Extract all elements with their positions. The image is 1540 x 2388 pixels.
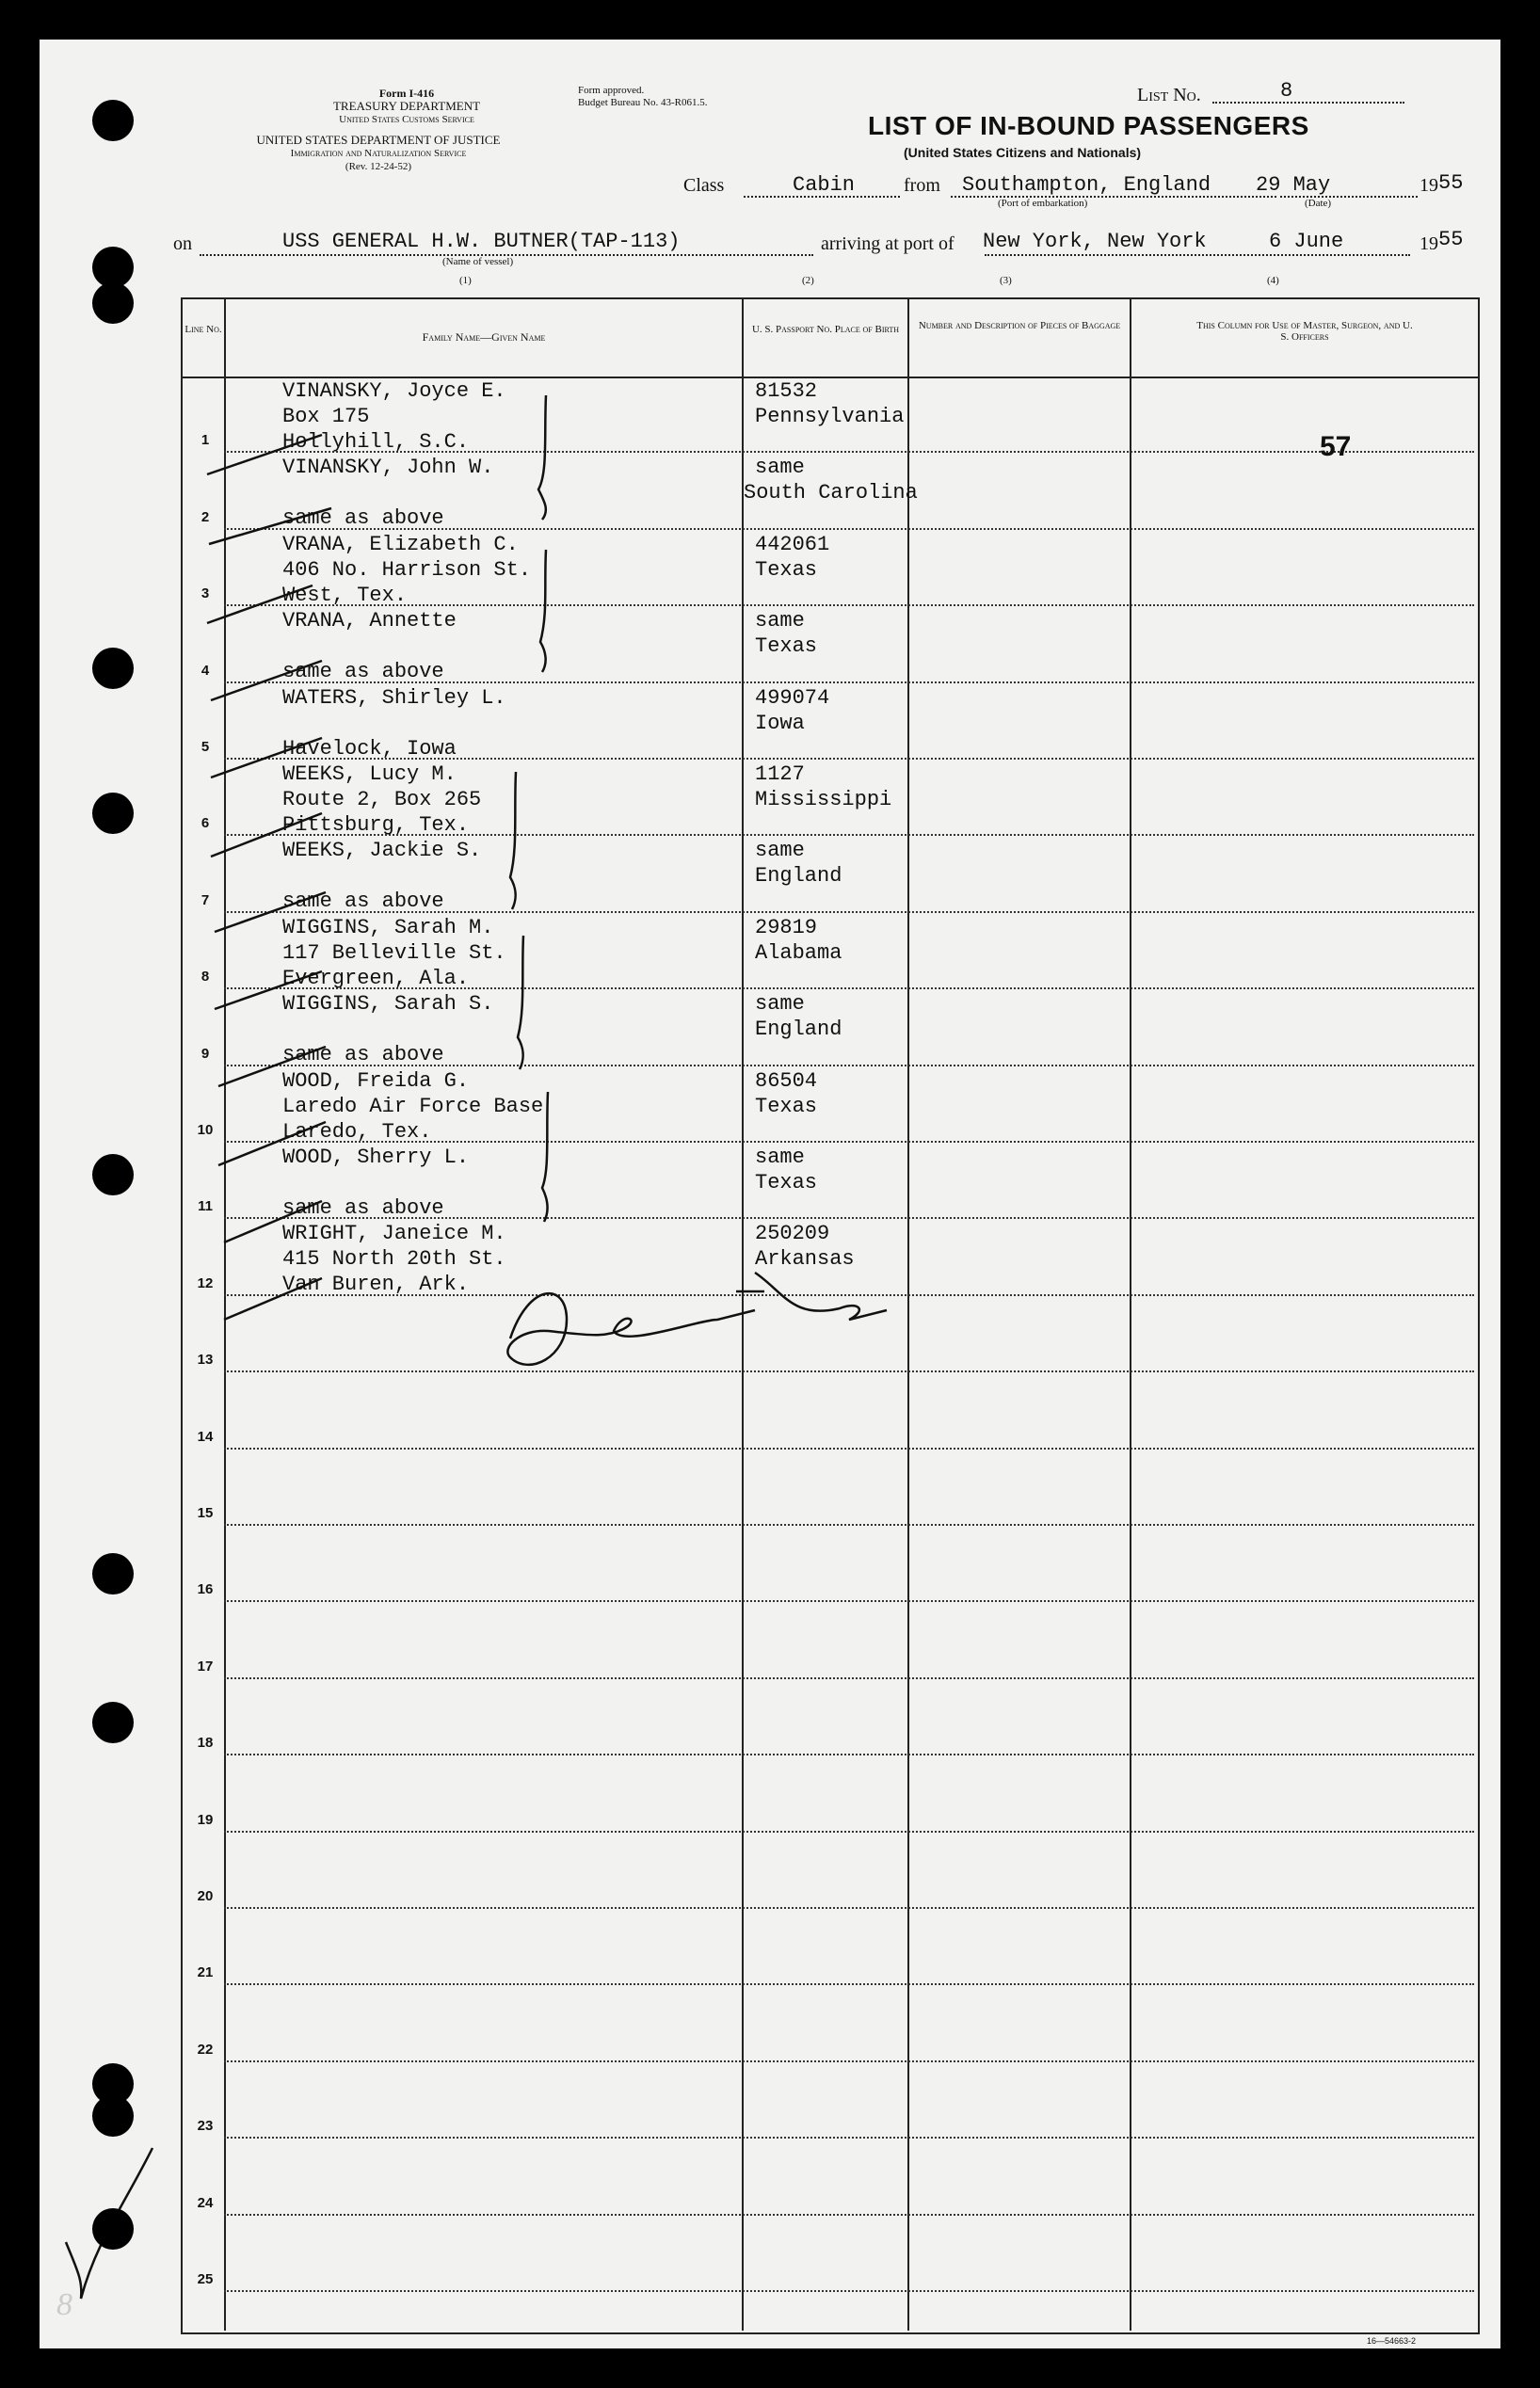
passenger-name: VRANA, Annette [282,609,457,633]
place-of-birth: Arkansas [755,1247,855,1272]
punch-hole [92,2095,134,2137]
punch-hole [92,2208,134,2250]
form-approved: Form approved. [578,85,645,96]
check-mark [215,971,322,1009]
passport-number: same [755,992,805,1017]
place-of-birth: Texas [755,634,818,659]
check-mark [211,813,322,857]
check-mark [224,1278,322,1320]
passenger-address: same as above [282,1043,444,1067]
passenger-name: WRIGHT, Janeice M. [282,1222,506,1246]
passenger-address: Route 2, Box 265 [282,788,482,811]
passenger-name: WIGGINS, Sarah S. [282,992,494,1017]
passenger-address: same as above [282,1196,444,1220]
line-number: 6 [201,815,210,832]
place-of-birth: England [755,864,842,889]
budget-bureau: Budget Bureau No. 43-R061.5. [578,97,708,108]
line-number: 7 [201,891,210,908]
line-number: 21 [197,1964,214,1981]
place-of-birth: England [755,1018,842,1042]
check-mark [211,738,322,777]
check-mark [224,1201,322,1242]
line-number: 12 [197,1274,214,1291]
punch-hole [92,1154,134,1195]
passenger-address: West, Tex. [282,583,408,607]
passenger-name: VINANSKY, Joyce E. [282,379,506,403]
col-header-passport: U. S. Passport No. Place of Birth [751,324,900,335]
punch-hole [92,1702,134,1743]
place-of-birth: Mississippi [755,788,892,811]
punch-hole [92,100,134,141]
place-of-birth: Texas [755,1171,818,1194]
passenger-name: WEEKS, Jackie S. [282,839,482,863]
count-mark: 57 [1320,431,1352,462]
arrival-port: New York, New York [983,230,1207,253]
place-of-birth: Texas [755,557,818,582]
year-value-1: 55 [1438,171,1464,195]
customs-service: United States Customs Service [339,114,474,125]
passenger-name: WOOD, Freida G. [282,1068,470,1093]
class-value: Cabin [793,173,856,197]
year-prefix-1: 19 [1420,175,1438,196]
footer-code: 16—54663-2 [1367,2336,1417,2346]
passport-number: 250209 [755,1222,830,1246]
punch-hole [92,648,134,689]
vessel-label: (Name of vessel) [442,256,514,267]
port-embark-label: (Port of embarkation) [998,198,1088,209]
passenger-address: same as above [282,660,444,684]
year-value-2: 55 [1438,228,1464,251]
bracket-mark [540,550,546,672]
class-label: Class [683,175,725,196]
place-of-birth: Texas [755,1094,818,1118]
list-no-label: List No. [1137,85,1201,105]
passport-number: 1127 [755,762,805,786]
line-number: 1 [201,432,210,449]
line-number: 11 [198,1198,213,1215]
check-mark [211,661,322,700]
line-number: 13 [197,1352,214,1369]
date-label: (Date) [1305,198,1332,209]
line-number: 23 [197,2118,214,2135]
line-number: 8 [201,969,210,986]
check-mark [215,892,326,932]
passenger-address: Laredo, Tex. [282,1119,432,1144]
passenger-address: Hollyhill, S.C. [282,430,470,454]
line-number: 22 [197,2041,214,2058]
passenger-address: same as above [282,506,444,531]
passport-number: 86504 [755,1068,818,1093]
justice-dept: UNITED STATES DEPARTMENT OF JUSTICE [256,133,501,147]
signature-mark [507,1273,887,1365]
ins-service: Immigration and Naturalization Service [290,148,467,159]
bracket-mark [538,395,546,520]
arriving-label: arriving at port of [821,233,954,254]
col-header-name: Family Name—Given Name [422,330,546,344]
line-number: 17 [197,1658,214,1675]
passenger-address: 406 No. Harrison St. [282,557,532,582]
bracket-mark [510,772,516,909]
check-mark [209,508,331,544]
passenger-name: WOOD, Sherry L. [282,1146,470,1169]
check-mark [218,1047,326,1086]
passport-number: same [755,456,805,480]
line-number: 14 [197,1428,214,1445]
place-of-birth: Pennsylvania [755,405,905,428]
line-number: 5 [201,739,210,755]
line-number: 15 [197,1505,214,1521]
passenger-name: WEEKS, Lucy M. [282,762,457,786]
passenger-address: 415 North 20th St. [282,1247,506,1272]
passenger-address: Laredo Air Force Base [282,1094,544,1118]
punch-hole [92,282,134,324]
revision-date: (Rev. 12-24-52) [345,161,412,172]
passenger-list-page [40,40,1500,2348]
line-number: 2 [201,508,210,525]
from-value: Southampton, England [962,173,1211,197]
check-mark [207,585,313,623]
margin-mark: 8 [56,2287,72,2322]
passport-number: same [755,839,805,863]
passenger-name: VRANA, Elizabeth C. [282,532,519,556]
passenger-address: Van Buren, Ark. [282,1273,470,1297]
line-number: 4 [201,662,210,679]
line-number: 18 [197,1735,214,1752]
passport-number: same [755,1146,805,1169]
passport-number: 29819 [755,915,818,939]
passenger-name: VINANSKY, John W. [282,456,494,480]
arrival-date: 6 June [1269,230,1344,253]
col-header-line: Line No. [184,324,222,335]
place-of-birth: Iowa [755,711,805,735]
on-label: on [173,233,192,254]
col-header-baggage: Number and Description of Pieces of Baggage [918,320,1121,331]
col-num-3: (3) [1000,275,1012,286]
annotations-layer [40,40,1500,2348]
page-subtitle: (United States Citizens and Nationals) [904,145,1142,160]
passport-number: same [755,609,805,633]
line-number: 20 [197,1888,214,1904]
place-of-birth: Alabama [755,940,842,965]
line-number: 24 [197,2194,214,2211]
check-mark [207,435,322,474]
passenger-address: same as above [282,889,444,914]
form-number: Form I-416 [378,87,435,100]
date-from-value: 29 May [1256,173,1331,197]
col-num-4: (4) [1267,275,1279,286]
line-number: 16 [197,1581,214,1598]
passenger-address: Havelock, Iowa [282,736,457,761]
passenger-address: Pittsburg, Tex. [282,813,470,837]
bracket-mark [518,936,523,1069]
passenger-name: WIGGINS, Sarah M. [282,915,494,939]
passport-number: 442061 [755,532,830,556]
passenger-address: Box 175 [282,405,370,428]
col-header-officers: This Column for Use of Master, Surgeon, and U. S. Officers [1196,320,1413,343]
from-label: from [904,175,940,196]
col-num-2: (2) [802,275,814,286]
bracket-mark [542,1092,548,1222]
list-no-value: 8 [1280,79,1293,103]
page-title: LIST OF IN-BOUND PASSENGERS [868,111,1309,140]
col-num-1: (1) [459,275,472,286]
passenger-address: 117 Belleville St. [282,940,506,965]
place-of-birth: South Carolina [744,481,918,505]
passenger-name: WATERS, Shirley L. [282,685,506,710]
check-mark [218,1122,326,1165]
line-number: 19 [197,1811,214,1828]
treasury-dept: TREASURY DEPARTMENT [332,99,481,113]
line-number: 10 [197,1122,214,1138]
vessel-name: USS GENERAL H.W. BUTNER(TAP-113) [282,230,681,253]
punch-hole [92,1553,134,1595]
passport-number: 499074 [755,685,830,710]
line-number: 25 [197,2271,214,2287]
passenger-address: Evergreen, Ala. [282,966,470,990]
passport-number: 81532 [755,379,818,403]
line-number: 9 [201,1045,210,1062]
year-prefix-2: 19 [1420,233,1438,254]
punch-hole [92,793,134,834]
line-number: 3 [201,585,210,602]
